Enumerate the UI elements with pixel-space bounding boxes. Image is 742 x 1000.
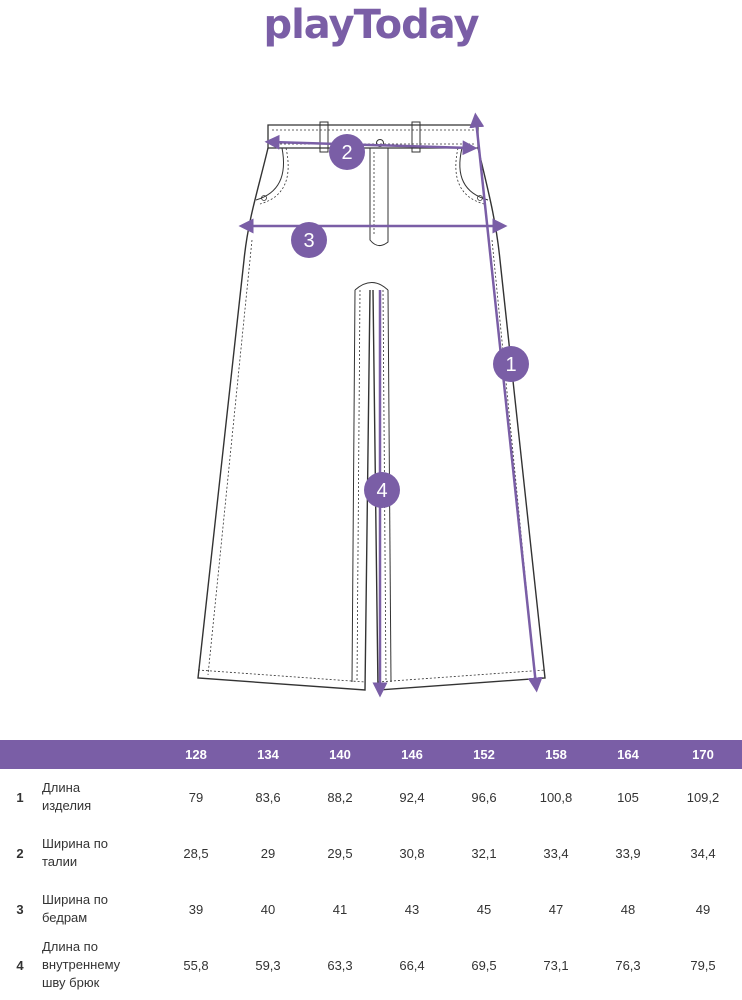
size-header: 164 <box>617 747 639 762</box>
row-label: Длина по внутреннему шву брюк <box>42 939 121 990</box>
cell-value: 76,3 <box>615 957 641 973</box>
measure-lines <box>246 120 536 690</box>
size-table <box>0 740 742 993</box>
cell-value: 59,3 <box>255 957 281 973</box>
row-label: Ширина по талии <box>42 836 108 869</box>
size-header: 152 <box>473 747 495 762</box>
cell-value: 79 <box>188 789 204 805</box>
cell-value: 83,6 <box>255 789 281 805</box>
row-label: Ширина по бедрам <box>42 892 108 925</box>
table-row <box>0 769 742 825</box>
svg-text:4: 4 <box>376 480 388 502</box>
table-row <box>0 825 742 881</box>
cell-value: 105 <box>617 789 639 805</box>
size-header: 146 <box>401 747 423 762</box>
cell-value: 43 <box>404 901 420 917</box>
cell-value: 55,8 <box>183 957 209 973</box>
size-header: 140 <box>329 747 351 762</box>
row-number: 2 <box>16 845 24 861</box>
measure-marker-4 <box>364 472 400 508</box>
cell-value: 47 <box>548 901 564 917</box>
size-header: 128 <box>185 747 207 762</box>
cell-value: 49 <box>695 901 711 917</box>
table-row <box>0 937 742 993</box>
header-empty <box>0 740 40 769</box>
cell-value: 63,3 <box>327 957 353 973</box>
cell-value: 88,2 <box>327 789 353 805</box>
cell-value: 33,4 <box>543 845 569 861</box>
pants-diagram <box>0 100 742 710</box>
pants-outline <box>198 148 545 690</box>
cell-value: 96,6 <box>471 789 497 805</box>
svg-text:1: 1 <box>505 354 517 376</box>
measure-marker-2 <box>329 134 365 170</box>
measure-marker-1 <box>493 346 529 382</box>
size-header: 134 <box>257 747 279 762</box>
brand-logo <box>0 0 742 70</box>
header-empty <box>40 740 160 769</box>
cell-value: 73,1 <box>543 957 569 973</box>
size-header: 158 <box>545 747 567 762</box>
row-number: 4 <box>16 957 24 973</box>
cell-value: 66,4 <box>399 957 425 973</box>
cell-value: 33,9 <box>615 845 641 861</box>
cell-value: 32,1 <box>471 845 497 861</box>
cell-value: 92,4 <box>399 789 425 805</box>
cell-value: 28,5 <box>183 845 209 861</box>
size-header: 170 <box>692 747 714 762</box>
cell-value: 41 <box>332 901 348 917</box>
cell-value: 79,5 <box>690 957 716 973</box>
cell-value: 45 <box>476 901 492 917</box>
row-number: 3 <box>16 901 24 917</box>
logo-text: playToday <box>263 2 479 48</box>
svg-text:3: 3 <box>303 230 315 252</box>
cell-value: 69,5 <box>471 957 497 973</box>
cell-value: 39 <box>188 901 204 917</box>
size-header-row <box>0 740 742 769</box>
svg-text:2: 2 <box>341 142 353 164</box>
cell-value: 30,8 <box>399 845 425 861</box>
cell-value: 29,5 <box>327 845 353 861</box>
measure-marker-3 <box>291 222 327 258</box>
cell-value: 34,4 <box>690 845 716 861</box>
row-number: 1 <box>16 789 24 805</box>
table-row <box>0 881 742 937</box>
cell-value: 100,8 <box>539 789 573 805</box>
cell-value: 40 <box>260 901 276 917</box>
cell-value: 48 <box>620 901 636 917</box>
cell-value: 109,2 <box>686 789 720 805</box>
cell-value: 29 <box>260 845 276 861</box>
row-label: Длина изделия <box>42 780 92 813</box>
